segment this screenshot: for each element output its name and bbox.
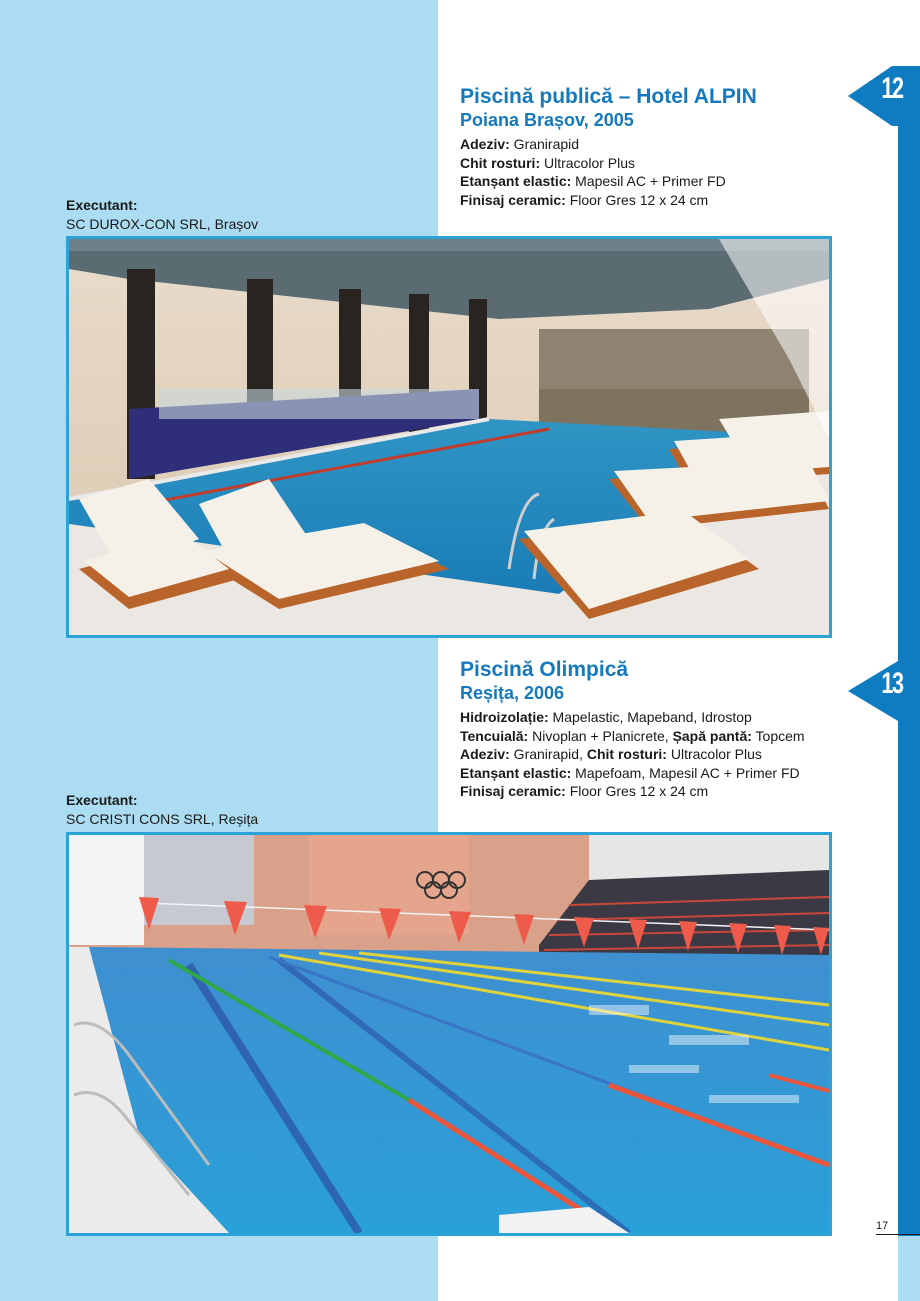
spec-label: Hidroizolație:	[460, 709, 549, 725]
tab-number: 13	[881, 667, 903, 700]
spec-value: Topcem	[751, 727, 805, 744]
right-accent-bar-light	[898, 1236, 920, 1301]
project-title: Piscină publică – Hotel ALPIN	[460, 85, 757, 108]
spec-value: Granirapid,	[509, 746, 587, 762]
executant-label: Executant:	[66, 197, 138, 213]
spec-label: Etanșant elastic:	[460, 173, 572, 189]
spec-value: Ultracolor Plus	[540, 154, 636, 171]
project-header-13	[460, 658, 860, 801]
spec-value: Mapefoam, Mapesil AC + Primer FD	[571, 764, 800, 781]
spec-value: Mapelastic, Mapeband, Idrostop	[548, 709, 752, 725]
spec-label: Finisaj ceramic:	[460, 783, 566, 799]
spec-value: Mapesil AC + Primer FD	[571, 173, 726, 189]
spec-line	[460, 782, 860, 801]
spec-label: Tencuială:	[460, 727, 529, 744]
project-subtitle: Poiana Brașov, 2005	[460, 110, 634, 130]
spec-line	[460, 745, 860, 764]
executant-block-13	[66, 791, 258, 828]
spec-line	[460, 764, 860, 783]
project-header-12	[460, 85, 860, 209]
pool-photo-illustration	[69, 835, 829, 1233]
pool-photo-illustration	[69, 239, 829, 635]
spec-value: Granirapid	[509, 136, 580, 152]
photo-hotel-alpin-pool	[66, 236, 832, 638]
spec-label: Adeziv:	[460, 746, 510, 762]
project-title: Piscină Olimpică	[460, 658, 629, 681]
spec-value: Floor Gres 12 x 24 cm	[565, 191, 709, 208]
spec-label: Adeziv:	[460, 136, 510, 152]
spec-line	[460, 191, 860, 210]
spec-line	[460, 727, 860, 746]
executant-label: Executant:	[66, 792, 138, 808]
spec-line	[460, 708, 860, 727]
spec-label: Șapă pantă:	[672, 727, 752, 744]
spec-line	[460, 154, 860, 173]
spec-line	[460, 172, 860, 191]
executant-block-12	[66, 196, 258, 233]
spec-label: Chit rosturi:	[586, 746, 667, 762]
photo-olympic-pool	[66, 832, 832, 1236]
spec-label: Etanșant elastic:	[460, 764, 572, 781]
spec-value: Ultracolor Plus	[666, 746, 762, 762]
project-subtitle: Reșița, 2006	[460, 683, 565, 703]
right-accent-bar	[898, 66, 920, 1236]
page-number: 17	[876, 1220, 889, 1232]
spec-label: Finisaj ceramic:	[460, 191, 566, 208]
spec-value: Nivoplan + Planicrete,	[528, 727, 673, 744]
executant-name: SC CRISTI CONS SRL, Reșița	[66, 810, 259, 827]
spec-line	[460, 135, 860, 154]
spec-label: Chit rosturi:	[460, 154, 541, 171]
executant-name: SC DUROX-CON SRL, Brașov	[66, 215, 259, 232]
page-number-rule	[876, 1234, 920, 1235]
spec-value: Floor Gres 12 x 24 cm	[565, 783, 709, 799]
tab-number: 12	[881, 72, 903, 105]
